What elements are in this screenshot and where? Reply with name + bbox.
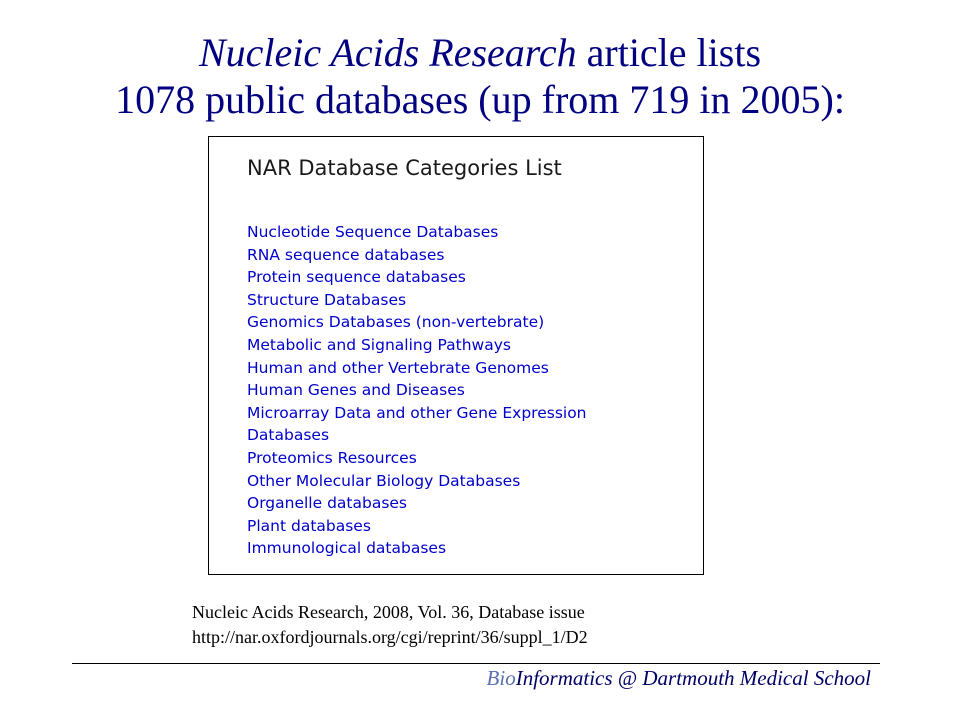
journal-name: Nucleic Acids Research <box>198 30 577 75</box>
slide-title-line-1 <box>0 30 960 76</box>
category-link[interactable]: Proteomics Resources <box>247 448 417 467</box>
category-link[interactable]: Immunological databases <box>247 539 447 558</box>
reference-citation: Nucleic Acids Research, 2008, Vol. 36, Database issue <box>192 602 585 622</box>
category-link[interactable]: Databases <box>247 426 330 445</box>
category-link[interactable]: Genomics Databases (non-vertebrate) <box>247 313 545 332</box>
category-link[interactable]: Human and other Vertebrate Genomes <box>247 358 549 377</box>
category-link[interactable]: Metabolic and Signaling Pathways <box>247 335 511 354</box>
footer-credit <box>487 665 871 691</box>
categories-panel <box>208 136 704 575</box>
category-link[interactable]: Protein sequence databases <box>247 268 466 287</box>
category-list <box>247 221 587 560</box>
title-rest: article lists <box>576 30 762 75</box>
category-link[interactable]: Plant databases <box>247 516 371 535</box>
category-link[interactable]: Organelle databases <box>247 494 408 513</box>
category-link[interactable]: Structure Databases <box>247 290 407 309</box>
panel-heading: NAR Database Categories List <box>247 156 562 180</box>
footer-divider <box>72 663 880 664</box>
category-link[interactable]: Human Genes and Diseases <box>247 381 465 400</box>
reference-url: http://nar.oxfordjournals.org/cgi/reprint/36/suppl_1/D2 <box>192 627 588 647</box>
footer-text: Informatics @ Dartmouth Medical School <box>515 666 871 690</box>
category-link[interactable]: Nucleotide Sequence Databases <box>247 223 499 241</box>
slide-title-line-2: 1078 public databases (up from 719 in 2005): <box>115 77 845 122</box>
category-link[interactable]: RNA sequence databases <box>247 245 445 264</box>
category-link[interactable]: Other Molecular Biology Databases <box>247 471 521 490</box>
category-link[interactable]: Microarray Data and other Gene Expression <box>247 403 587 422</box>
footer-prefix: Bio <box>486 666 516 690</box>
